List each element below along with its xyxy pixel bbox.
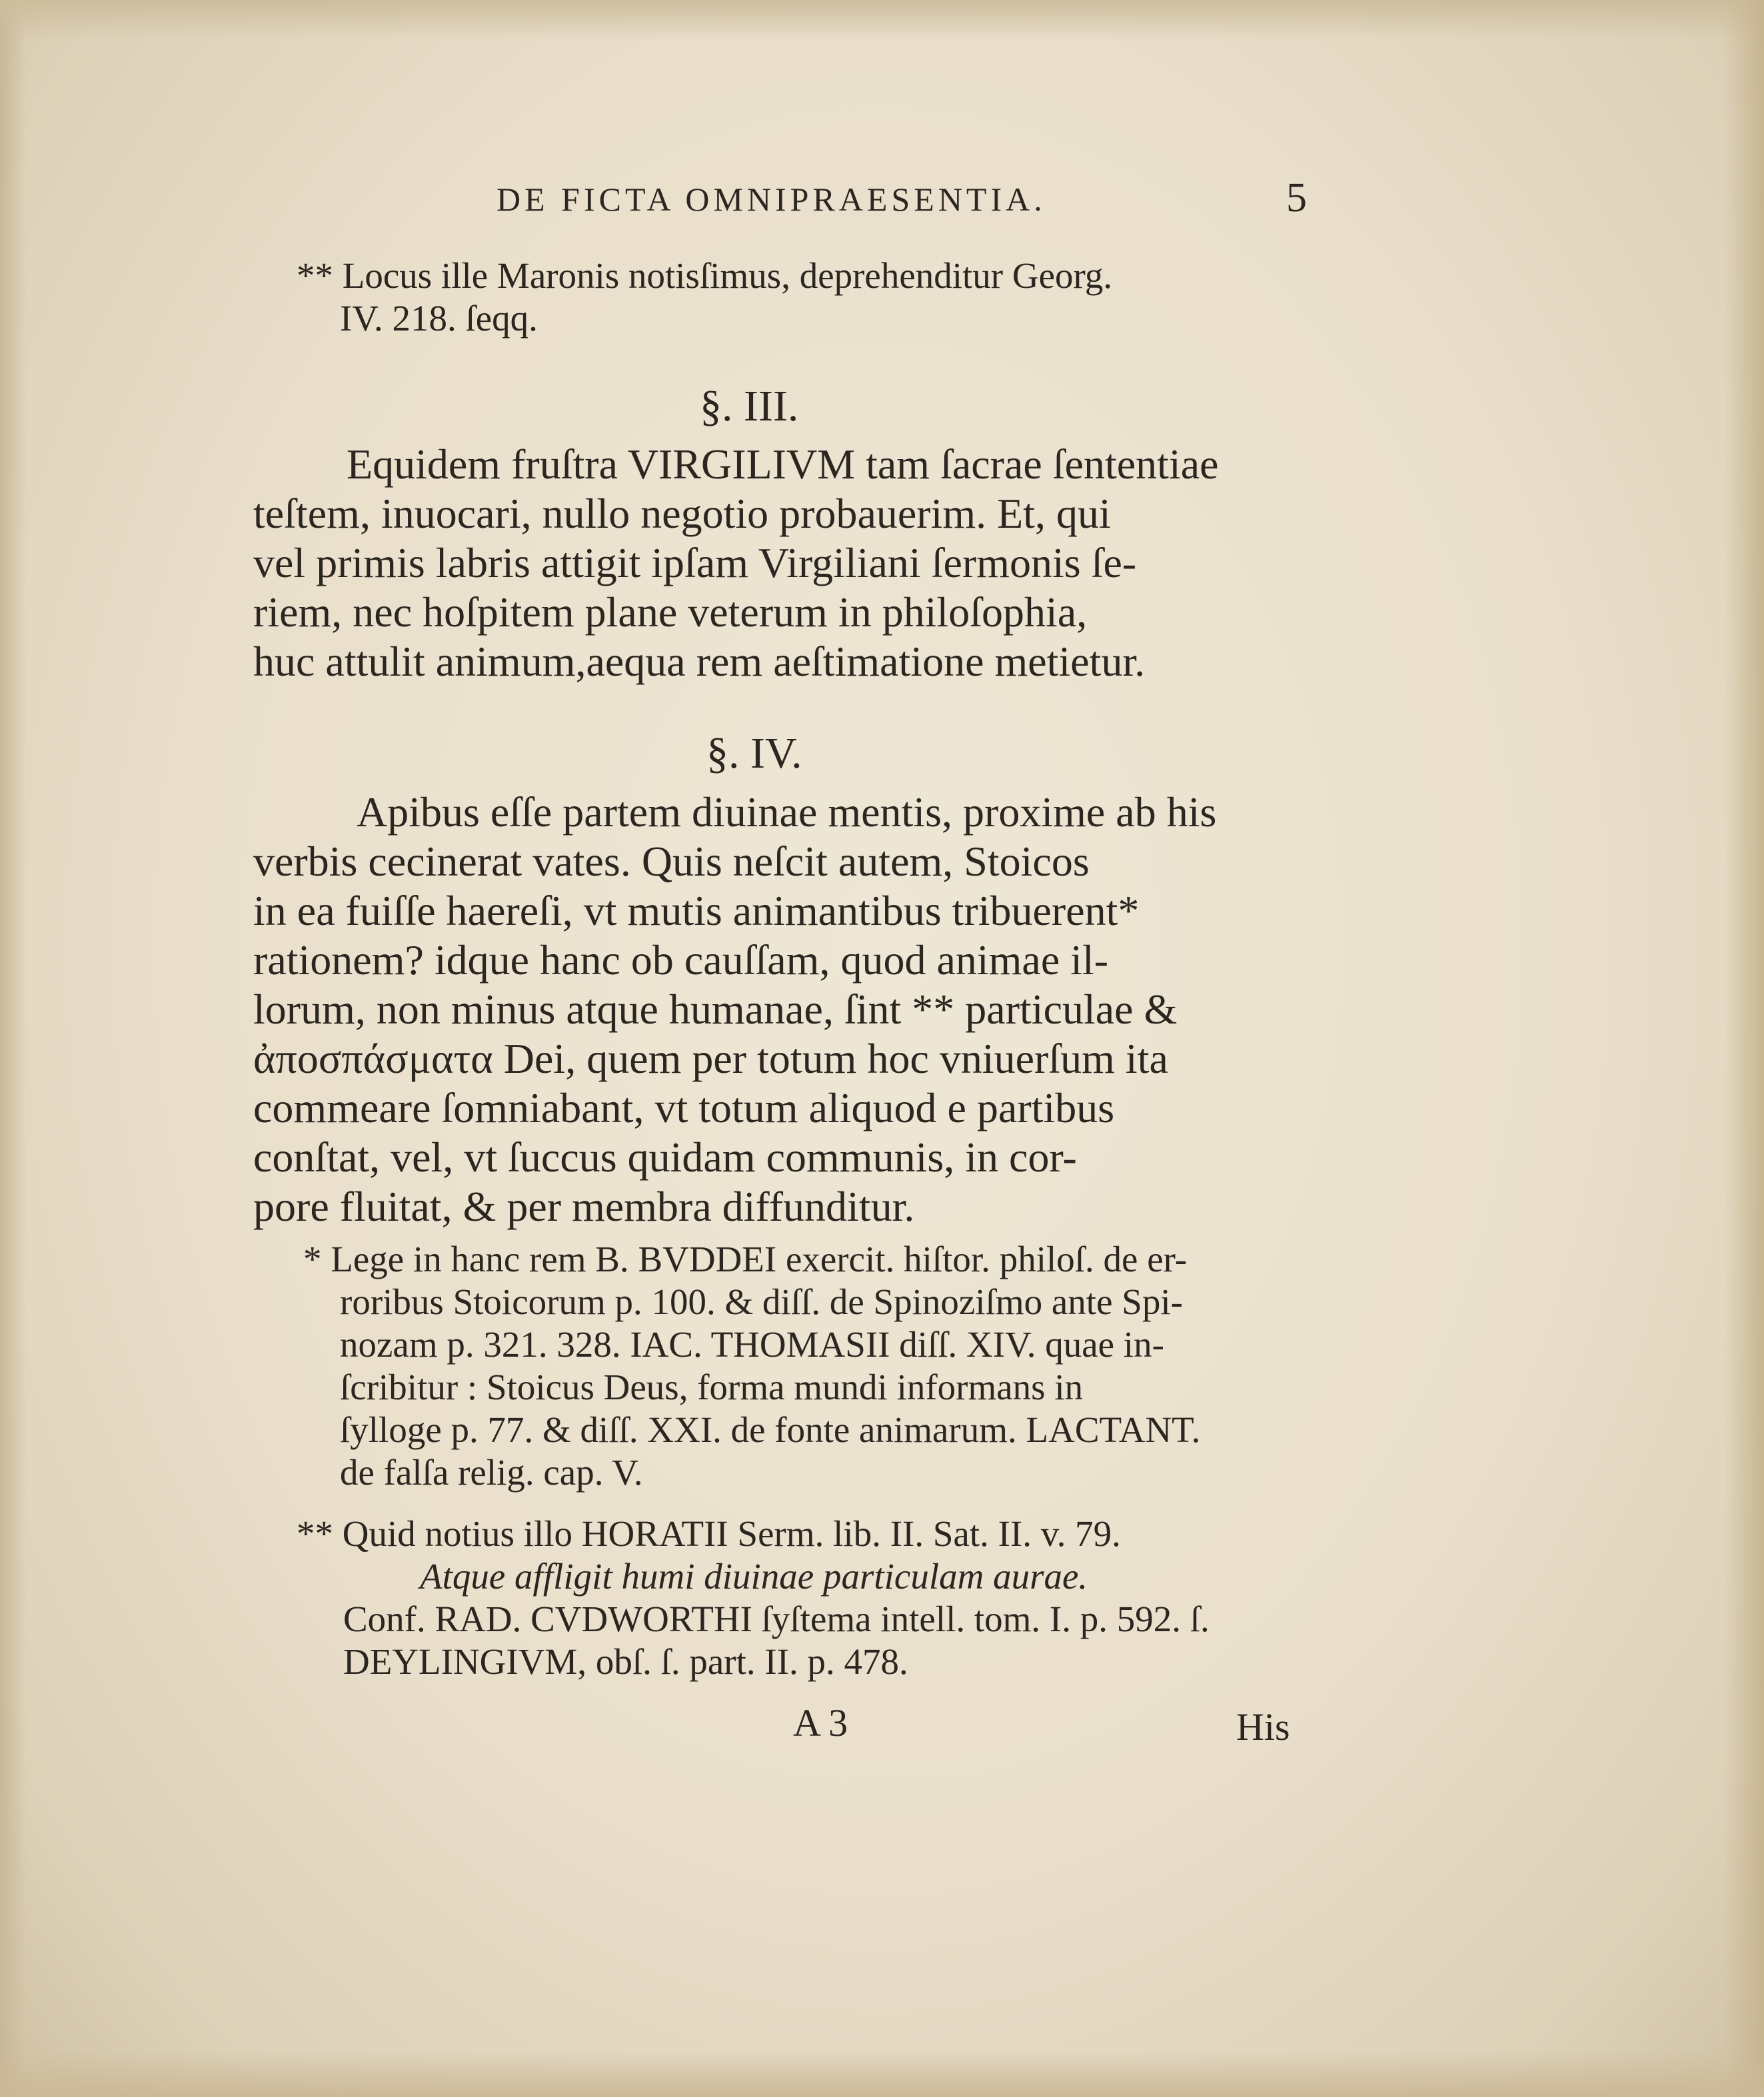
signature-mark: A 3 <box>793 1701 848 1745</box>
catchword: His <box>1236 1705 1290 1748</box>
footnote-line: ** Locus ille Maronis notisſimus, deprehenditur Georg. <box>297 255 1113 296</box>
footnote-line: Conf. RAD. CVDWORTHI ſyſtema intell. tom. I. p. 592. ſ. <box>343 1599 1210 1639</box>
paragraph-line: pore fluitat, & per membra diffunditur. <box>253 1183 915 1230</box>
paragraph-line: conſtat, vel, vt ſuccus quidam communis, in cor- <box>253 1133 1077 1181</box>
running-head: DE FICTA OMNIPRAESENTIA. <box>496 181 1046 218</box>
paragraph-line: Equidem fruſtra VIRGILIVM tam ſacrae ſententiae <box>347 440 1219 488</box>
footnote-verse: Atque affligit humi diuinae particulam aurae. <box>420 1556 1088 1597</box>
paper-edge-bottom <box>0 2050 1764 2097</box>
paragraph-line: commeare ſomniabant, vt totum aliquod e partibus <box>253 1084 1115 1131</box>
footnote-line: nozam p. 321. 328. IAC. THOMASII diſſ. XIV. quae in- <box>340 1324 1164 1365</box>
paper-edge-top <box>0 0 1764 40</box>
section-heading: §. III. <box>700 382 799 430</box>
paragraph-line: Apibus eſſe partem diuinae mentis, proxime ab his <box>357 788 1217 836</box>
footnote-line: ** Quid notius illo HORATII Serm. lib. II. Sat. II. v. 79. <box>297 1513 1121 1554</box>
footnote-line: ſylloge p. 77. & diſſ. XXI. de fonte animarum. LACTANT. <box>340 1409 1201 1450</box>
paper-edge-right <box>1724 0 1764 2097</box>
paragraph-line: vel primis labris attigit ipſam Virgiliani ſermonis ſe- <box>253 539 1137 586</box>
paper-edge-left <box>0 0 27 2097</box>
footnote-line: * Lege in hanc rem B. BVDDEI exercit. hiſtor. philoſ. de er- <box>303 1239 1188 1279</box>
paragraph-line: lorum, non minus atque humanae, ſint ** particulae & <box>253 986 1178 1033</box>
paragraph-line: riem, nec hoſpitem plane veterum in philoſophia, <box>253 588 1088 636</box>
paragraph-line: ἀποσπάσματα Dei, quem per totum hoc vniuerſum ita <box>253 1035 1168 1082</box>
footnote-line: DEYLINGIVM, obſ. ſ. part. II. p. 478. <box>343 1641 908 1682</box>
paragraph-line: teſtem, inuocari, nullo negotio probauerim. Et, qui <box>253 490 1111 537</box>
footnote-line: ſcribitur : Stoicus Deus, forma mundi informans in <box>340 1367 1084 1407</box>
footnote-line: de falſa relig. cap. V. <box>340 1452 643 1493</box>
footnote-line: roribus Stoicorum p. 100. & diſſ. de Spinoziſmo ante Spi- <box>340 1281 1183 1322</box>
paragraph-line: rationem? idque hanc ob cauſſam, quod animae il- <box>253 936 1109 984</box>
paragraph-line: in ea fuiſſe haereſi, vt mutis animantibus tribuerent* <box>253 887 1140 934</box>
section-heading: §. IV. <box>706 729 802 778</box>
footnote-line: IV. 218. ſeqq. <box>340 298 538 339</box>
paragraph-line: verbis cecinerat vates. Quis neſcit autem, Stoicos <box>253 838 1090 885</box>
page-number: 5 <box>1286 175 1307 221</box>
paragraph-line: huc attulit animum,aequa rem aeſtimatione metietur. <box>253 638 1146 685</box>
